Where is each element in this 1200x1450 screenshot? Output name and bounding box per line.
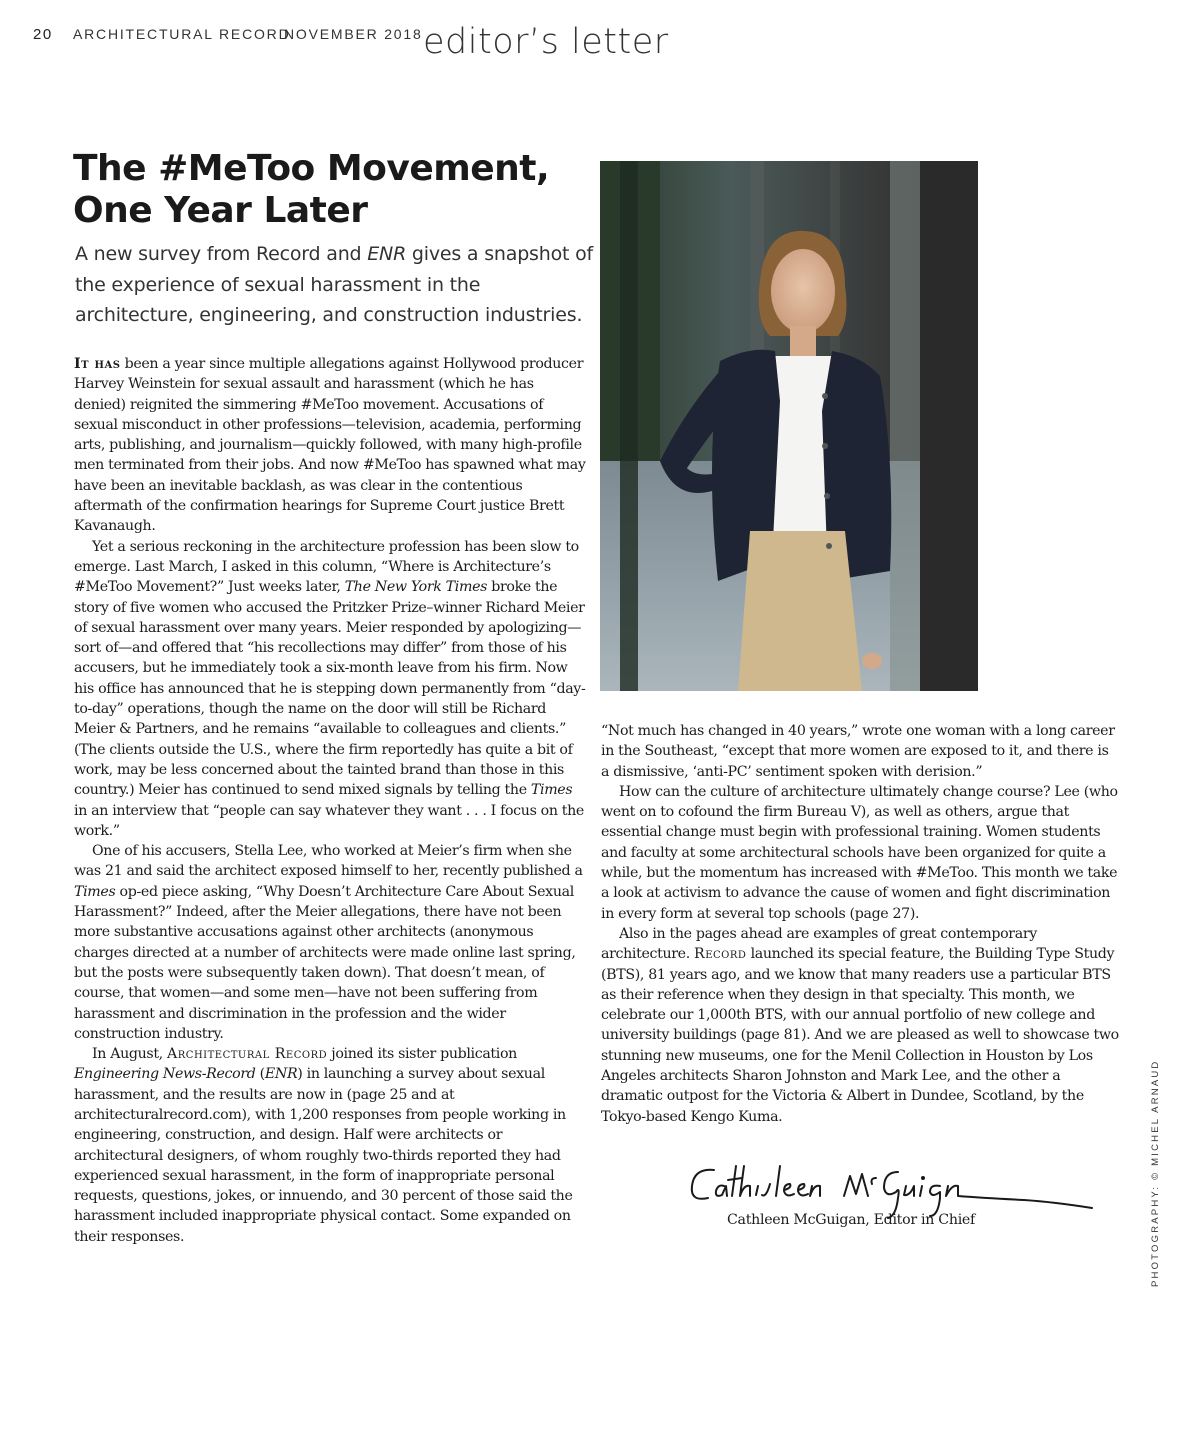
italic-text: Engineering News-Record xyxy=(74,1066,256,1083)
issue-date: NOVEMBER 2018 xyxy=(284,26,423,42)
lead-in: It has xyxy=(74,356,121,372)
italic-text: Times xyxy=(74,883,116,900)
paragraph-text: launched its special feature, the Building Type Study (BTS), 81 years ago, and we know that many readers use a particular BTS as their reference when they design in that specialty. This month, we celebrate our 1,000th BTS, with our annual portfolio of new college and university buildings (page 81). And we are pleased as well to showcase two stunning new museums, one for the Menil Collection in Houston by Los Angeles architects Sharon Johnston and Mark Lee, and the other a dramatic outpost for the Victoria & Albert in Dundee, Scotland, by the Tokyo-based Kengo Kuma. xyxy=(601,946,1119,1125)
small-caps-text: Record xyxy=(694,946,747,963)
title-line-1: The #MeToo Movement, xyxy=(73,148,550,189)
page-header xyxy=(30,22,1200,72)
article-title xyxy=(73,148,593,232)
signature-caption: Cathleen McGuigan, Editor in Chief xyxy=(727,1212,975,1228)
body-column-left xyxy=(74,354,589,1247)
paragraph-text: joined its sister publication xyxy=(327,1046,517,1063)
dek-text-end: gives a snapshot of the experience of sexual harassment in the architecture, engineering, and construction industries. xyxy=(75,243,594,326)
page-number: 20 xyxy=(33,26,53,43)
paragraph-6: How can the culture of architecture ultimately change course? Lee (who went on to cofound the firm Bureau V), as well as others, argue that essential change must begin with professional training. Women students and faculty at some architectural schools have been organized for quite a while, but the momentum has increased with #MeToo. This month we take a look at activism to advance the cause of women and fight discrimination in every form at several top schools (page 27). xyxy=(601,783,1118,922)
paragraph-text: One of his accusers, Stella Lee, who worked at Meier’s firm when she was 21 and said the architect exposed himself to her, recently published a xyxy=(74,843,583,880)
paragraph-text: In August, xyxy=(92,1046,168,1063)
magazine-name: ARCHITECTURAL RECORD xyxy=(73,26,291,42)
paragraph-text: ) in launching a survey about sexual harassment, and the results are now in (page 25 and at architecturalrecord.com), with 1,200 responses from people working in engineering, construction, and design. Half were architects or architectural designers, of whom roughly two-thirds reported they had experienced sexual harassment, in the form of inappropriate personal requests, questions, jokes, or innuendo, and 30 percent of those said the harassment included inappropriate physical contact. Some expanded on their responses. xyxy=(74,1066,573,1245)
paragraph-text: op-ed piece asking, “Why Doesn’t Architecture Care About Sexual Harassment?” Indeed, after the Meier allegations, there have not been more substantive accusations against other architects (anonymous charges directed at a number of architects were made online last spring, but the posts were subsequently taken down). That doesn’t mean, of course, that women—and some men—have not been suffering from harassment and discrimination in the profession and the wider construction industry. xyxy=(74,883,576,1042)
italic-text: The New York Times xyxy=(344,579,488,596)
photo-credit: PHOTOGRAPHY: © MICHEL ARNAUD xyxy=(1150,1059,1161,1287)
paragraph-2 xyxy=(74,537,589,841)
italic-text: ENR xyxy=(264,1066,298,1083)
body-column-right xyxy=(601,721,1119,1127)
paragraph-text: ( xyxy=(255,1066,265,1083)
title-line-2: One Year Later xyxy=(73,190,368,231)
paragraph-7 xyxy=(601,924,1119,1127)
dek-text: A new survey from Record and xyxy=(75,243,368,265)
paragraph-1 xyxy=(74,354,589,537)
italic-text: Times xyxy=(530,782,573,799)
paragraph-text: been a year since multiple allegations against Hollywood producer Harvey Weinstein for sexual assault and harassment (which he has denied) reignited the simmering #MeToo movement. Accusations of sexual misconduct in other professions—television, academia, performing arts, publishing, and journalism—quickly followed, with many high-profile men terminated from their jobs. And now #MeToo has spawned what may have been an inevitable backlash, as was clear in the contentious aftermath of the confirmation hearings for Supreme Court justice Brett Kavanaugh. xyxy=(74,356,586,535)
paragraph-3 xyxy=(74,841,589,1044)
small-caps-text: Architectural Record xyxy=(167,1046,328,1063)
paragraph-text: Yet a serious reckoning in the architecture profession has been slow to emerge. Last March, I asked in this column, “Where is Architecture’s #MeToo Movement?” Just weeks later, xyxy=(74,538,579,596)
paragraph-5: “Not much has changed in 40 years,” wrote one woman with a long career in the Southeast, “except that more women are exposed to it, and there is a dismissive, ‘anti-PC’ sentiment spoken with derision.” xyxy=(601,723,1115,780)
dek-italic: ENR xyxy=(367,243,407,265)
paragraph-text: broke the story of five women who accused the Pritzker Prize–winner Richard Meier of sexual harassment over many years. Meier responded by apologizing—sort of—and offered that “his recollections may differ” from those of his accusers, but he immediately took a six-month leave from his firm. Now his office has announced that he is stepping down permanently from “day-to-day” operations, though the name on the door will still be Richard Meier & Partners, and he remains “available to colleagues and clients.” (The clients outside the U.S., where the firm reportedly has quite a bit of work, may be less concerned about the tainted brand than those in this country.) Meier has continued to send mixed signals by telling the xyxy=(74,579,586,799)
paragraph-4 xyxy=(74,1044,589,1247)
article-dek xyxy=(75,239,595,331)
editor-portrait-photo xyxy=(600,161,978,691)
portrait-illustration xyxy=(600,161,978,691)
paragraph-text: in an interview that “people can say whatever they want . . . I focus on the work.” xyxy=(74,802,584,839)
paragraph-text: Also in the pages ahead are examples of great contemporary architecture. xyxy=(601,925,1037,963)
section-title: editor’s letter xyxy=(423,22,669,62)
